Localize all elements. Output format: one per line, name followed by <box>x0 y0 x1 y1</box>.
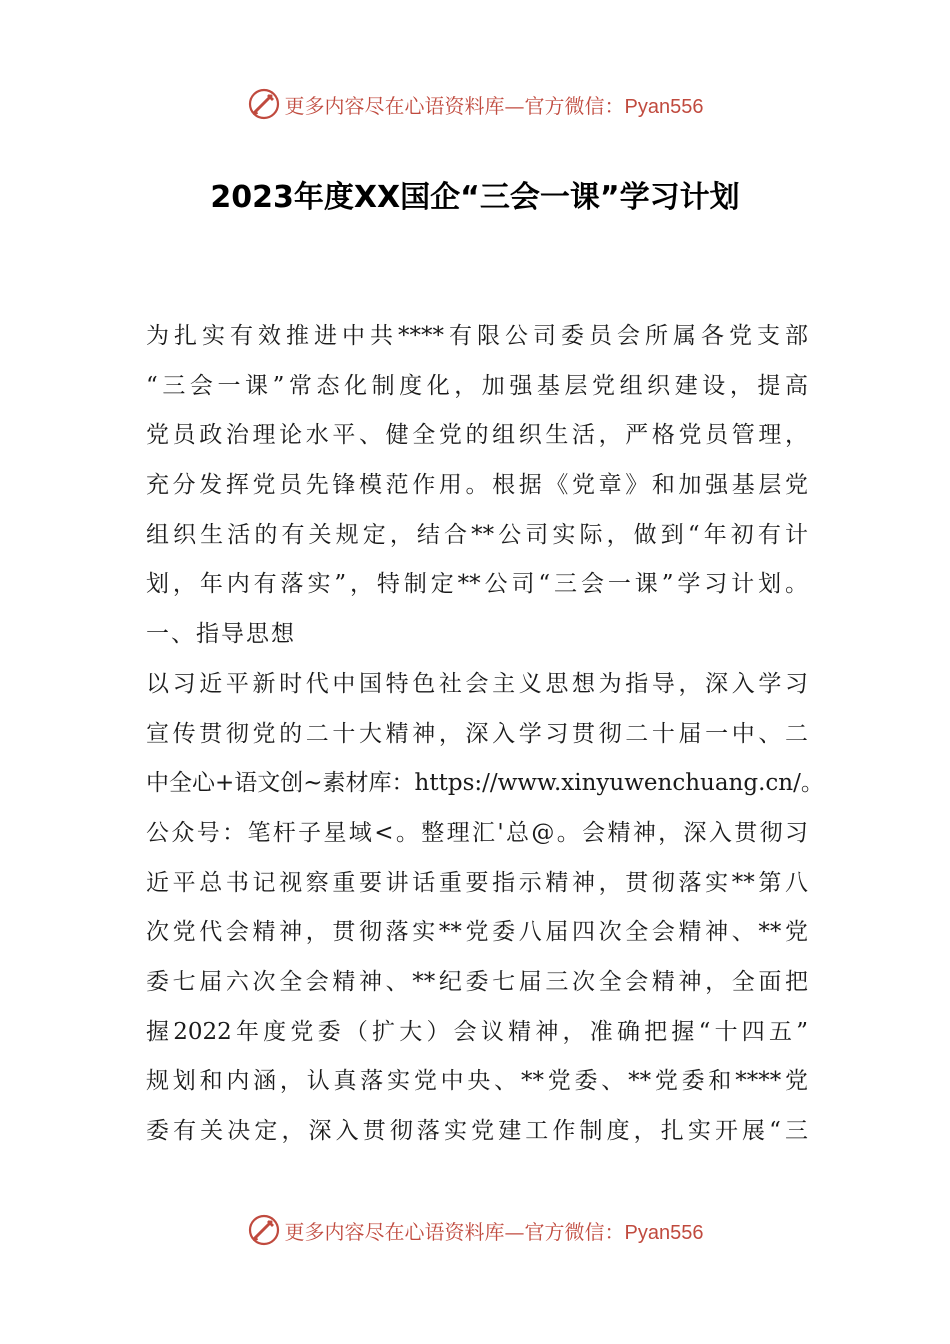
body-line: 握2022年度党委（扩大）会议精神，准确把握“十四五” <box>146 1018 808 1045</box>
pen-logo-icon <box>247 1213 281 1247</box>
footer-banner <box>0 1210 950 1250</box>
body-line: “三会一课”常态化制度化，加强基层党组织建设，提高 <box>146 372 808 399</box>
body-line: 规划和内涵，认真落实党中央、**党委、**党委和****党 <box>146 1068 808 1095</box>
header-banner <box>0 84 950 124</box>
body-line: 委七届六次全会精神、**纪委七届三次全会精神，全面把 <box>146 968 808 995</box>
body-line: 组织生活的有关规定，结合**公司实际，做到“年初有计 <box>146 521 808 548</box>
body-line: 以习近平新时代中国特色社会主义思想为指导，深入学习 <box>146 670 808 697</box>
body-line: 委有关决定，深入贯彻落实党建工作制度，扎实开展“三 <box>146 1118 808 1144</box>
body-line: 划，年内有落实”，特制定**公司“三会一课”学习计划。 <box>146 571 808 598</box>
body-line: 中全心+语文创~素材库：https://www.xinyuwenchuang.cn/。 <box>146 770 824 797</box>
body-line: 次党代会精神，贯彻落实**党委八届四次全会精神、**党 <box>146 919 808 946</box>
banner-text: 更多内容尽在心语资料库—官方微信：Pyan556 <box>284 1219 704 1244</box>
body-line: 近平总书记视察重要讲话重要指示精神，贯彻落实**第八 <box>146 869 808 896</box>
body-line: 充分发挥党员先锋模范作用。根据《党章》和加强基层党 <box>146 472 808 499</box>
body-line: 宣传贯彻党的二十大精神，深入学习贯彻二十届一中、二 <box>146 720 808 747</box>
body-line: 党员政治理论水平、健全党的组织生活，严格党员管理， <box>146 422 808 449</box>
body-line: 公众号：笔杆子星域<。整理汇'总@。会精神，深入贯彻习 <box>146 819 808 846</box>
pen-logo-icon <box>247 87 281 121</box>
body-line: 为扎实有效推进中共****有限公司委员会所属各党支部 <box>146 323 808 349</box>
document-body <box>146 312 824 1157</box>
section-heading: 一、指导思想 <box>146 621 296 648</box>
document-title: 2023年度XX国企“三会一课”学习计划 <box>210 180 740 215</box>
banner-text: 更多内容尽在心语资料库—官方微信：Pyan556 <box>284 93 704 118</box>
